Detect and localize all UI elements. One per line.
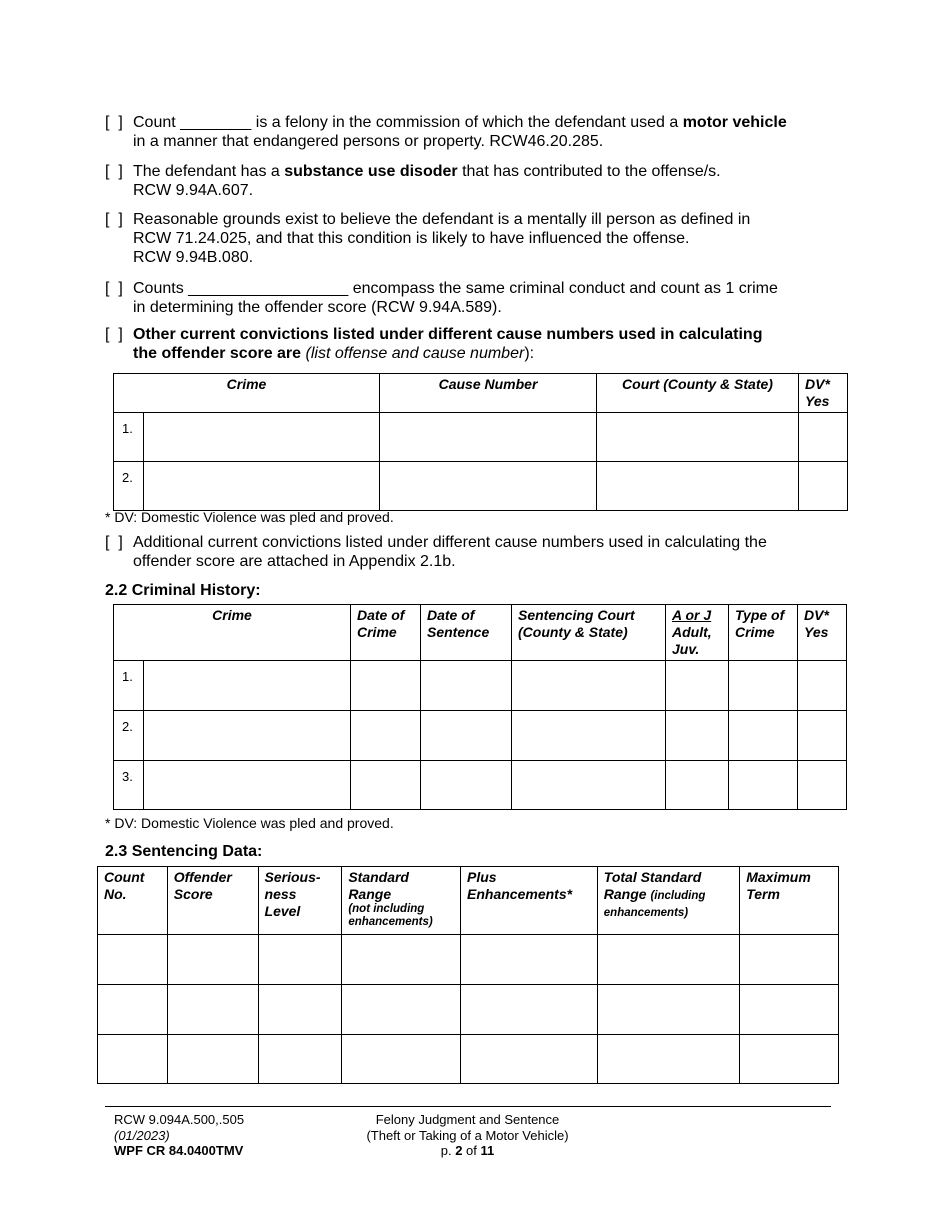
criminal-history-table (113, 604, 847, 810)
item-bold: motor vehicle (682, 114, 787, 131)
item-text: The defendant has a (133, 163, 285, 180)
col-crime: Crime (114, 605, 351, 661)
cell[interactable] (258, 985, 342, 1035)
col-standard-range (342, 867, 461, 935)
col-adult-juv (666, 605, 729, 661)
footer-left (114, 1112, 244, 1159)
col-total-standard-range (597, 867, 739, 935)
cell-dv[interactable] (799, 462, 848, 511)
checkbox[interactable]: [ ] (105, 163, 123, 180)
sentencing-data-table (97, 866, 839, 1084)
table-row (98, 985, 839, 1035)
item-line-2: offender score are attached in Appendix 2.1b. (133, 553, 456, 570)
footnote-dv: * DV: Domestic Violence was pled and proved. (105, 509, 394, 525)
col-date-of-sentence: Date of Sentence (421, 605, 512, 661)
col-crime: Crime (114, 374, 380, 413)
cell[interactable] (258, 935, 342, 985)
row-number: 3. (114, 761, 144, 810)
cell-crime[interactable] (144, 761, 351, 810)
cell[interactable] (740, 935, 839, 985)
col-sentencing-court: Sentencing Court (County & State) (512, 605, 666, 661)
row-number: 2. (114, 462, 144, 511)
cell[interactable] (98, 935, 168, 985)
col-dv: DV* Yes (799, 374, 848, 413)
footer-divider (105, 1106, 831, 1107)
cell[interactable] (597, 985, 739, 1035)
col-court: Court (County & State) (597, 374, 799, 413)
cell-dv[interactable] (798, 661, 847, 711)
cell[interactable] (342, 985, 461, 1035)
cell-court[interactable] (512, 661, 666, 711)
footer-center (340, 1112, 595, 1159)
col-total-range-note: (including enhancements) (603, 890, 706, 919)
cell-crime[interactable] (144, 711, 351, 761)
table-row (114, 462, 848, 511)
table-row (114, 711, 847, 761)
footnote-dv: * DV: Domestic Violence was pled and proved. (105, 815, 394, 831)
table-row (98, 1035, 839, 1084)
cell[interactable] (461, 985, 598, 1035)
cell[interactable] (342, 935, 461, 985)
cell-dv[interactable] (799, 413, 848, 462)
item-line-1: Reasonable grounds exist to believe the defendant is a mentally ill person as defined in (133, 211, 751, 228)
cell-dv[interactable] (798, 761, 847, 810)
page-prefix: p. (440, 1143, 456, 1158)
cell-adult-juv[interactable] (666, 661, 729, 711)
cell-court[interactable] (512, 711, 666, 761)
other-convictions-table (113, 373, 848, 511)
row-number: 2. (114, 711, 144, 761)
item-text: Count ________ is a felony in the commission of which the defendant used a (133, 114, 683, 131)
item-line-2: in determining the offender score (RCW 9.94A.589). (133, 299, 502, 316)
item-line-3: RCW 9.94B.080. (133, 249, 254, 266)
item-line-1: Additional current convictions listed under different cause numbers used in calculating the (133, 534, 767, 551)
page-total: 11 (480, 1143, 495, 1158)
cell[interactable] (167, 1035, 258, 1084)
item-bold: substance use disoder (284, 163, 458, 180)
cell[interactable] (342, 1035, 461, 1084)
item-text-3: RCW 9.94A.607. (133, 182, 254, 199)
cell-adult-juv[interactable] (666, 711, 729, 761)
cell-crime[interactable] (144, 413, 380, 462)
col-a-or-j: A or J (672, 607, 712, 623)
cell-date-sentence[interactable] (421, 661, 512, 711)
cell[interactable] (98, 985, 168, 1035)
checkbox[interactable]: [ ] (105, 114, 123, 131)
section-heading-sentencing-data: 2.3 Sentencing Data: (105, 843, 263, 860)
footer-title: Felony Judgment and Sentence (375, 1112, 560, 1127)
col-cause-number: Cause Number (380, 374, 597, 413)
cell[interactable] (597, 935, 739, 985)
row-number: 1. (114, 661, 144, 711)
col-total-range-label: Total Standard Range (603, 869, 702, 902)
row-number: 1. (114, 413, 144, 462)
cell-dv[interactable] (798, 711, 847, 761)
col-date-of-crime: Date of Crime (351, 605, 421, 661)
cell-date-crime[interactable] (351, 661, 421, 711)
col-maximum-term: Maximum Term (740, 867, 839, 935)
item-bold-2: the offender score are (133, 345, 302, 362)
cell[interactable] (740, 1035, 839, 1084)
col-standard-range-label: Standard Range (348, 869, 409, 902)
cell-cause[interactable] (380, 462, 597, 511)
footer-page-number (340, 1143, 595, 1159)
col-plus-enhancements: Plus Enhancements* (461, 867, 598, 935)
col-count-no: Count No. (98, 867, 168, 935)
table-row (98, 935, 839, 985)
cell-date-sentence[interactable] (421, 761, 512, 810)
cell-date-sentence[interactable] (421, 711, 512, 761)
footer-date: (01/2023) (114, 1127, 170, 1143)
cell-court[interactable] (597, 413, 799, 462)
col-standard-range-note: (not including enhancements) (348, 903, 433, 928)
cell[interactable] (98, 1035, 168, 1084)
cell[interactable] (167, 935, 258, 985)
cell-court[interactable] (597, 462, 799, 511)
page-of: of (462, 1143, 481, 1158)
cell[interactable] (461, 1035, 598, 1084)
cell-cause[interactable] (380, 413, 597, 462)
checkbox[interactable]: [ ] (105, 280, 123, 297)
table-row (114, 761, 847, 810)
item-bold-1: Other current convictions listed under different cause numbers used in calculating (133, 326, 763, 343)
cell-adult-juv[interactable] (666, 761, 729, 810)
col-dv: DV* Yes (798, 605, 847, 661)
cell[interactable] (461, 935, 598, 985)
col-type-of-crime: Type of Crime (729, 605, 798, 661)
cell-date-crime[interactable] (351, 711, 421, 761)
cell[interactable] (258, 1035, 342, 1084)
cell-court[interactable] (512, 761, 666, 810)
col-seriousness-level: Serious-ness Level (258, 867, 342, 935)
item-italic: (list offense and cause number (305, 345, 525, 362)
table-row (114, 413, 848, 462)
item-line-2: RCW 71.24.025, and that this condition is likely to have influenced the offense. (133, 230, 690, 247)
item-text: ): (524, 345, 535, 362)
item-line-1: Counts __________________ encompass the same criminal conduct and count as 1 crime (133, 280, 778, 297)
cell-date-crime[interactable] (351, 761, 421, 810)
cell-type[interactable] (729, 761, 798, 810)
cell-type[interactable] (729, 661, 798, 711)
col-offender-score: Offender Score (167, 867, 258, 935)
cell[interactable] (167, 985, 258, 1035)
page-current: 2 (455, 1143, 463, 1158)
section-heading-criminal-history: 2.2 Criminal History: (105, 582, 261, 599)
footer-rcw: RCW 9.094A.500,.505 (114, 1112, 245, 1127)
checkbox[interactable]: [ ] (105, 211, 123, 228)
footer-form-number: WPF CR 84.0400TMV (114, 1143, 244, 1158)
checkbox[interactable]: [ ] (105, 326, 123, 343)
item-text-2: that has contributed to the offense/s. (457, 163, 721, 180)
table-row (114, 661, 847, 711)
cell-crime[interactable] (144, 462, 380, 511)
cell-type[interactable] (729, 711, 798, 761)
cell[interactable] (740, 985, 839, 1035)
cell-crime[interactable] (144, 661, 351, 711)
cell[interactable] (597, 1035, 739, 1084)
item-text-2: in a manner that endangered persons or property. RCW46.20.285. (133, 133, 604, 150)
col-adult-juv-label: Adult, Juv. (672, 624, 712, 657)
footer-subtitle: (Theft or Taking of a Motor Vehicle) (366, 1127, 569, 1143)
checkbox[interactable]: [ ] (105, 534, 123, 551)
